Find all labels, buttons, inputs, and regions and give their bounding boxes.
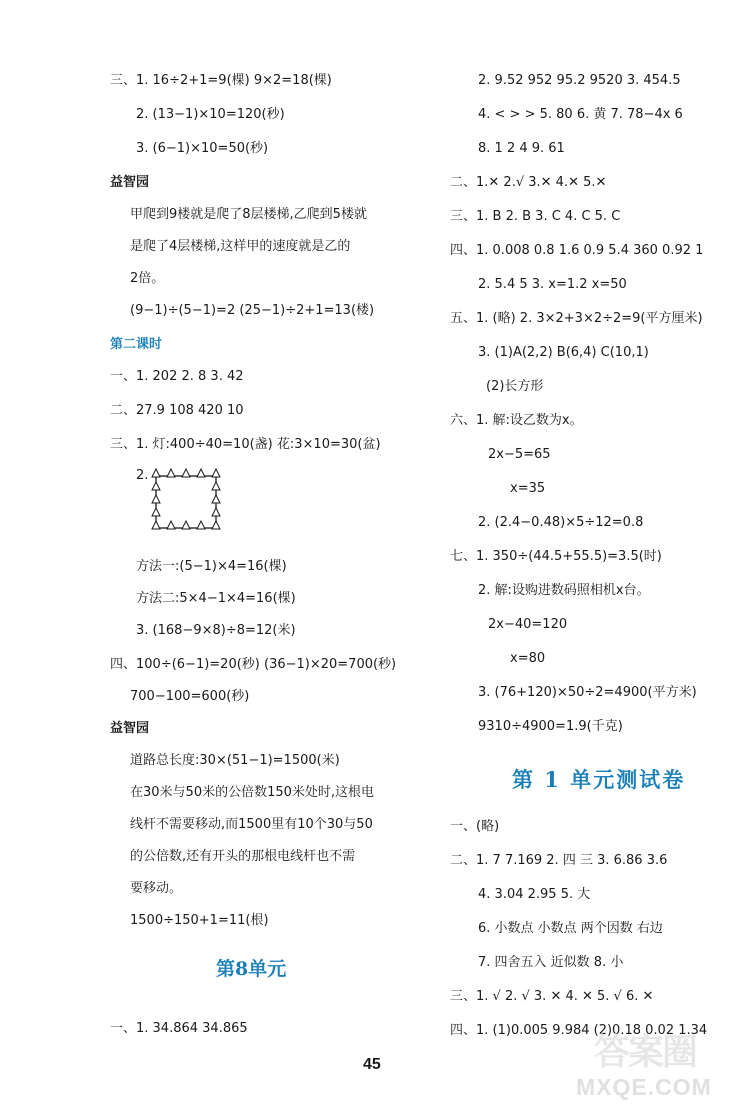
section-heading: 益智园 [110, 721, 150, 736]
right-line: 一、(略) [450, 819, 500, 834]
right-line: x=80 [510, 651, 546, 666]
right-line: 七、1. 350÷(44.5+55.5)=3.5(时) [450, 549, 662, 564]
unit-title: 第8单元 [216, 958, 287, 980]
unit-test-title: 第 1 单元测试卷 [512, 767, 686, 792]
left-line: 一、1. 202 2. 8 3. 42 [110, 369, 244, 384]
left-line: 是爬了4层楼梯,这样甲的速度就是乙的 [130, 239, 351, 254]
left-line: 700−100=600(秒) [130, 689, 250, 704]
left-line: 四、100÷(6−1)=20(秒) (36−1)×20=700(秒) [110, 657, 397, 672]
right-line: 五、1. (略) 2. 3×2+3×2÷2=9(平方厘米) [450, 311, 703, 326]
page-number: 45 [363, 1056, 381, 1073]
right-line: 4. 3.04 2.95 5. 大 [478, 887, 591, 902]
left-line: 三、1. 16÷2+1=9(棵) 9×2=18(棵) [110, 73, 332, 88]
left-line: 1500÷150+1=11(根) [130, 913, 269, 928]
left-line: 线杆不需要移动,而1500里有10个30与50 [130, 817, 373, 832]
left-line: 二、27.9 108 420 10 [110, 403, 244, 418]
right-line: 4. < > > 5. 80 6. 黄 7. 78−4x 6 [478, 107, 683, 122]
right-line: 2. 5.4 5 3. x=1.2 x=50 [478, 277, 627, 292]
right-line: 2x−40=120 [488, 617, 568, 632]
left-line: 的公倍数,还有开头的那根电线杆也不需 [130, 849, 356, 864]
right-line: 6. 小数点 小数点 两个因数 右边 [478, 921, 663, 936]
left-line: 甲爬到9楼就是爬了8层楼梯,乙爬到5楼就 [130, 207, 367, 222]
left-line: 3. (6−1)×10=50(秒) [136, 141, 269, 156]
tree-square-diagram [144, 468, 228, 538]
left-line: 三、1. 灯:400÷40=10(盏) 花:3×10=30(盆) [110, 437, 381, 452]
right-line: 四、1. 0.008 0.8 1.6 0.9 5.4 360 0.92 1 [450, 243, 704, 258]
right-line: 7. 四舍五入 近似数 8. 小 [478, 955, 624, 970]
left-line: 2. (13−1)×10=120(秒) [136, 107, 285, 122]
right-line: 3. (1)A(2,2) B(6,4) C(10,1) [478, 345, 649, 360]
right-line: 二、1.✕ 2.√ 3.✕ 4.✕ 5.✕ [450, 175, 607, 190]
left-line: 2. [136, 468, 149, 483]
right-line: 2. 9.52 952 95.2 9520 3. 454.5 [478, 73, 681, 88]
left-line: 方法一:(5−1)×4=16(棵) [136, 559, 287, 574]
left-line: 道路总长度:30×(51−1)=1500(米) [130, 753, 340, 768]
tree-markers [152, 469, 220, 529]
lesson-heading: 第二课时 [110, 337, 163, 352]
right-line: (2)长方形 [486, 379, 544, 394]
right-line: 2x−5=65 [488, 447, 551, 462]
right-line: 3. (76+120)×50÷2=4900(平方米) [478, 685, 697, 700]
right-line: 六、1. 解:设乙数为x。 [450, 413, 583, 428]
left-line: 方法二:5×4−1×4=16(棵) [136, 591, 296, 606]
right-line: 二、1. 7 7.169 2. 四 三 3. 6.86 3.6 [450, 853, 668, 868]
left-line: 一、1. 34.864 34.865 [110, 1021, 248, 1036]
watermark-url: MXQE.COM [576, 1074, 712, 1100]
right-line: 2. (2.4−0.48)×5÷12=0.8 [478, 515, 644, 530]
right-line: 三、1. √ 2. √ 3. ✕ 4. ✕ 5. √ 6. ✕ [450, 989, 654, 1004]
section-heading: 益智园 [110, 175, 150, 190]
left-line: 要移动。 [130, 881, 183, 896]
left-line: 2倍。 [130, 271, 165, 286]
left-line: (9−1)÷(5−1)=2 (25−1)÷2+1=13(楼) [130, 303, 375, 318]
right-line: x=35 [510, 481, 546, 496]
left-line: 在30米与50米的公倍数150米处时,这根电 [130, 785, 375, 800]
left-line: 3. (168−9×8)÷8=12(米) [136, 623, 296, 638]
right-line: 2. 解:设购进数码照相机x台。 [478, 583, 650, 598]
watermark-logo: 答案圈 [594, 1032, 697, 1073]
right-line: 四、1. (1)0.005 9.984 (2)0.18 0.02 1.34 [450, 1023, 708, 1038]
right-line: 三、1. B 2. B 3. C 4. C 5. C [450, 209, 621, 224]
watermark [572, 1020, 742, 1112]
right-line: 8. 1 2 4 9. 61 [478, 141, 565, 156]
right-line: 9310÷4900=1.9(千克) [478, 719, 623, 734]
